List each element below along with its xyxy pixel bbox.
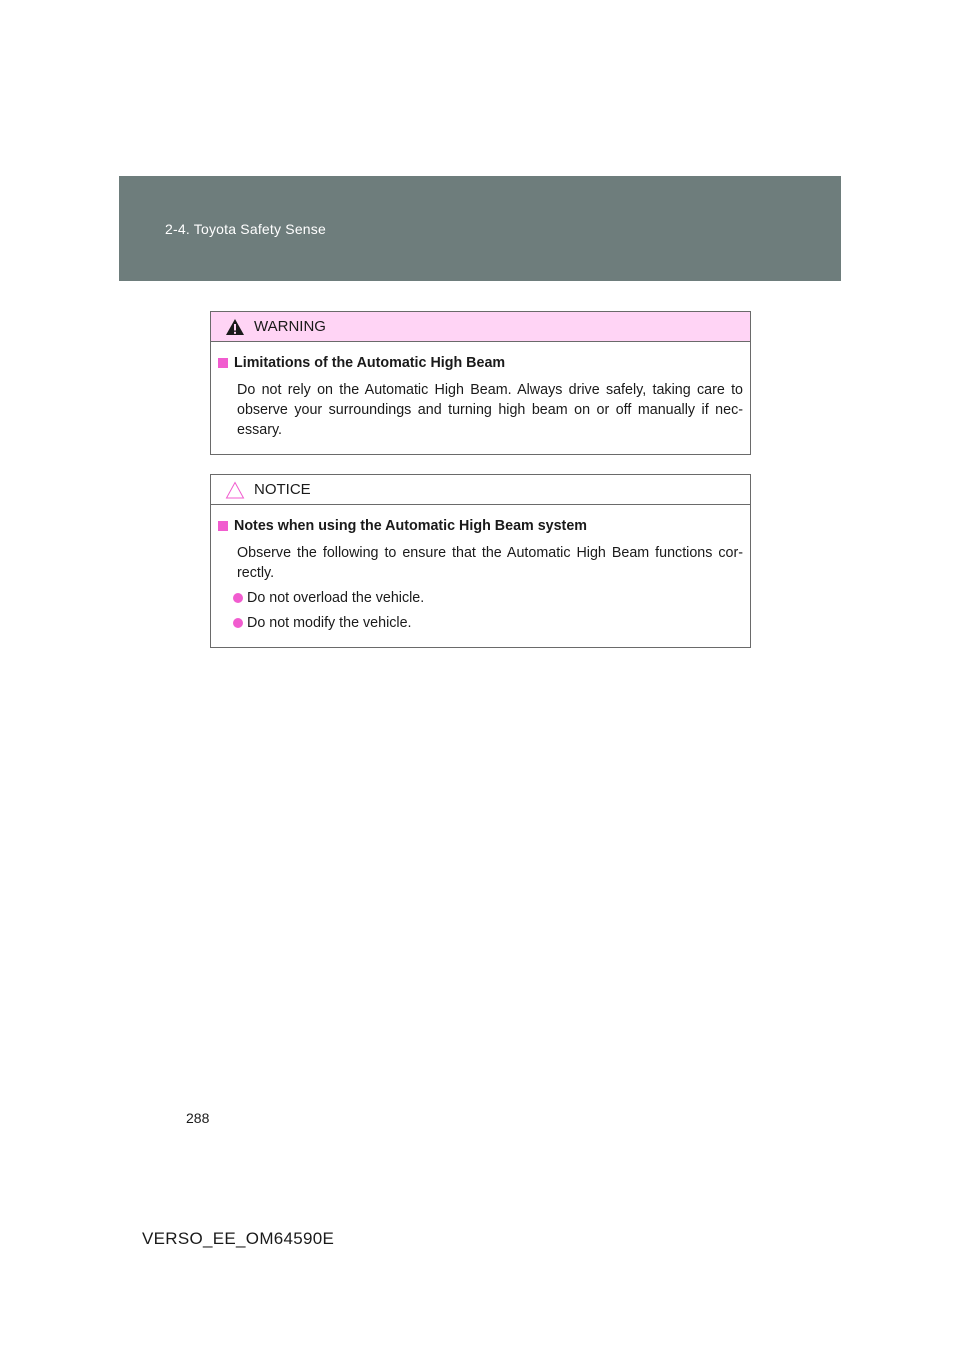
warning-triangle-filled-icon: [225, 318, 245, 336]
warning-header: [211, 312, 750, 342]
list-item: [233, 588, 743, 608]
notice-heading-text: Notes when using the Automatic High Beam system: [234, 518, 587, 534]
warning-text: Do not rely on the Automatic High Beam. Always drive safely, taking care to observe your surroundings and turning high beam on or off manually if nec-essary.: [237, 382, 743, 438]
warning-heading: [218, 353, 743, 373]
list-item-text: Do not modify the vehicle.: [247, 615, 412, 631]
section-title: 2-4. Toyota Safety Sense: [165, 221, 326, 237]
list-item: [233, 613, 743, 633]
document-code: VERSO_EE_OM64590E: [142, 1229, 335, 1248]
warning-label: WARNING: [254, 318, 326, 335]
notice-heading: [218, 516, 743, 536]
notice-label: NOTICE: [254, 481, 311, 498]
warning-box: [210, 311, 751, 455]
warning-triangle-outline-icon: [225, 481, 245, 499]
square-bullet-icon: [218, 521, 228, 531]
notice-box: [210, 474, 751, 648]
warning-heading-text: Limitations of the Automatic High Beam: [234, 355, 506, 371]
notice-text: Observe the following to ensure that the Automatic High Beam functions cor-rectly.: [237, 545, 743, 581]
round-bullet-icon: [233, 618, 243, 628]
notice-header: [211, 475, 750, 505]
list-item-text: Do not overload the vehicle.: [247, 590, 425, 606]
page-number: 288: [186, 1110, 210, 1126]
square-bullet-icon: [218, 358, 228, 368]
round-bullet-icon: [233, 593, 243, 603]
section-header-bar: [119, 176, 841, 281]
